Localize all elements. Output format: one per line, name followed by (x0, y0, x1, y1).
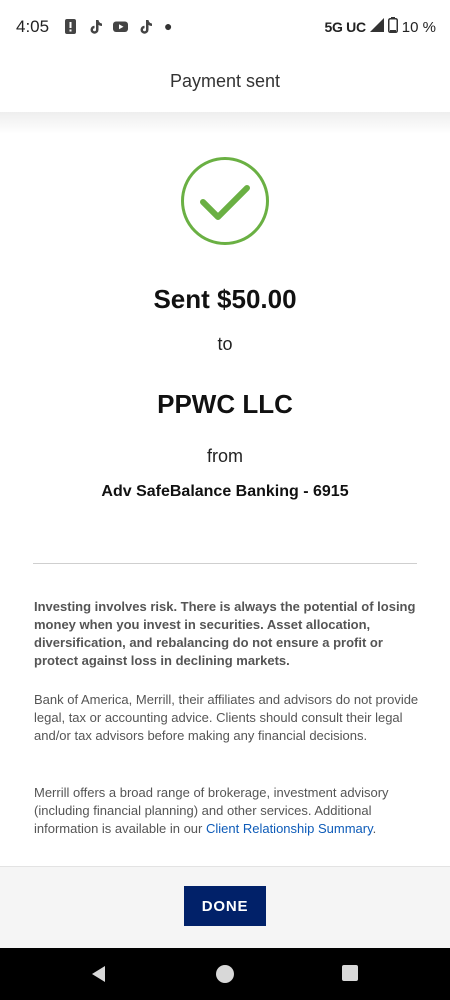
youtube-icon (112, 18, 129, 35)
advice-disclosure: Bank of America, Merrill, their affiliates and advisors do not provide legal, tax or accounting advice. Clients should consult their legal and/or tax advisors before making any financial decisions. (34, 692, 419, 743)
checkmark-icon (180, 156, 270, 246)
battery-icon (388, 17, 398, 37)
notification-icons (62, 18, 172, 35)
sent-amount: Sent $50.00 (153, 284, 297, 314)
tiktok-icon (137, 18, 154, 35)
network-label: 5G UC (324, 19, 366, 35)
client-relationship-summary-link[interactable]: Client Relationship Summary (205, 821, 373, 836)
divider (33, 563, 417, 564)
source-account: Adv SafeBalance Banking - 6915 (101, 483, 349, 500)
to-label: to (217, 334, 233, 354)
risk-disclosure: Investing involves risk. There is always the potential of losing money when you invest in securities. Asset allocation, diversification, and rebalancing do not ensure a profit or protect against loss in declining markets. (34, 599, 416, 668)
page-title: Payment sent (169, 71, 281, 91)
sim-alert-icon (62, 18, 79, 35)
services-end: . (372, 821, 377, 836)
back-icon[interactable] (89, 964, 109, 984)
status-time: 4:05 (16, 17, 50, 36)
system-nav-bar (0, 948, 450, 1000)
header-shadow (0, 112, 450, 134)
tiktok-icon (87, 18, 104, 35)
services-text: Merrill offers a broad range of brokerage, investment advisory (including financial planning) and other services. Additional information is available in our (34, 785, 389, 836)
from-label: from (207, 446, 243, 466)
done-button[interactable]: DONE (184, 886, 266, 926)
status-right (325, 17, 437, 37)
recents-icon[interactable] (341, 964, 359, 982)
header (0, 56, 450, 112)
notification-dot-icon: ● (164, 18, 173, 34)
services-disclosure (34, 784, 426, 838)
home-icon[interactable] (215, 964, 235, 984)
recipient-name: PPWC LLC (157, 389, 293, 419)
battery-percent: 10 % (401, 18, 436, 36)
status-bar (0, 0, 450, 56)
signal-icon (370, 18, 384, 36)
